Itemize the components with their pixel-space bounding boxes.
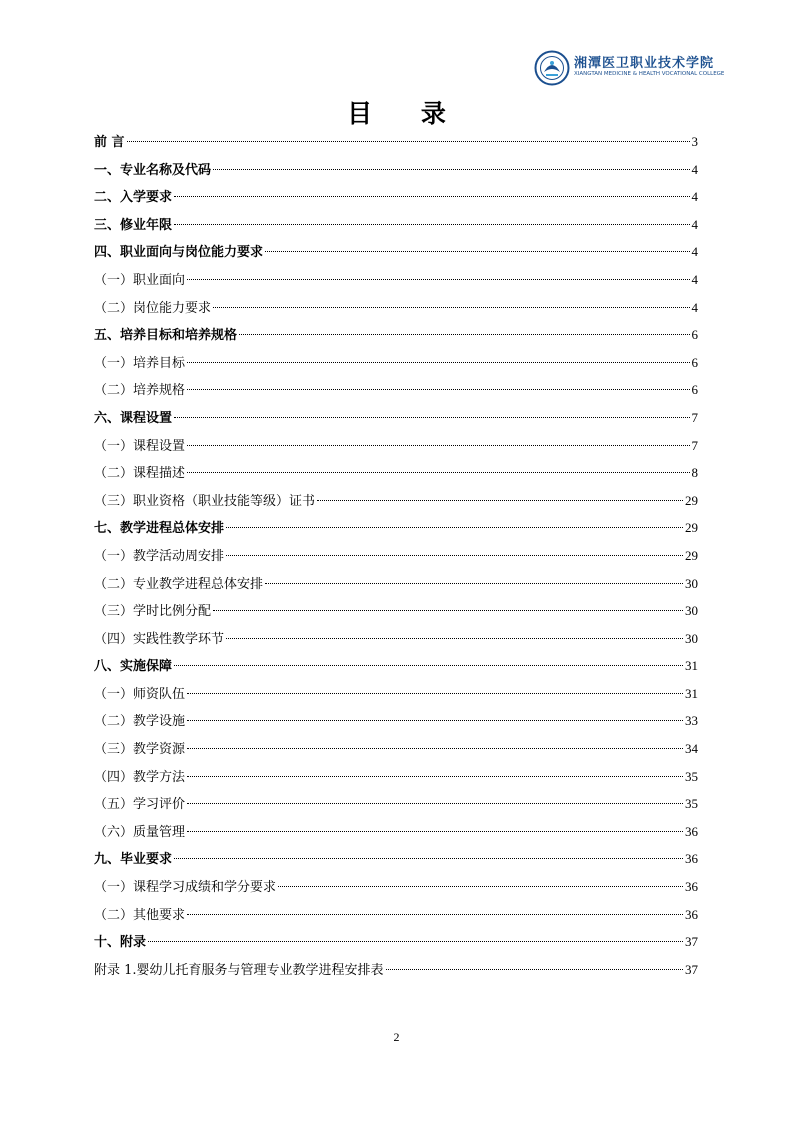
toc-entry[interactable] xyxy=(94,211,698,239)
toc-leader-dots xyxy=(187,279,689,280)
toc-entry-label: （四）教学方法 xyxy=(94,769,186,785)
toc-leader-dots xyxy=(174,858,683,859)
toc-entry[interactable] xyxy=(94,404,698,432)
toc-entry[interactable] xyxy=(94,625,698,653)
toc-leader-dots xyxy=(187,720,683,721)
toc-entry-page: 4 xyxy=(691,271,698,287)
toc-entry[interactable] xyxy=(94,928,698,956)
toc-entry-label: 十、附录 xyxy=(94,935,147,951)
toc-leader-dots xyxy=(187,803,683,804)
toc-entry-page: 4 xyxy=(691,216,698,232)
college-name-en: XIANGTAN MEDICINE & HEALTH VOCATIONAL COLLEGE xyxy=(574,71,725,77)
toc-leader-dots xyxy=(265,583,683,584)
toc-entry-label: 一、专业名称及代码 xyxy=(94,162,212,178)
toc-entry-page: 31 xyxy=(685,685,698,701)
toc-leader-dots xyxy=(187,831,683,832)
toc-entry-label: （一）职业面向 xyxy=(94,272,186,288)
toc-entry-page: 6 xyxy=(691,327,698,343)
toc-entry-label: 六、课程设置 xyxy=(94,410,173,426)
toc-entry-page: 31 xyxy=(685,658,698,674)
toc-entry-page: 8 xyxy=(691,465,698,481)
toc-entry-page: 37 xyxy=(685,961,698,977)
toc-leader-dots xyxy=(226,638,683,639)
toc-entry[interactable] xyxy=(94,266,698,294)
toc-entry-label: （一）课程学习成绩和学分要求 xyxy=(94,880,277,896)
toc-entry-label: （一）培养目标 xyxy=(94,355,186,371)
toc-entry-page: 36 xyxy=(685,823,698,839)
toc-entry-label: （六）质量管理 xyxy=(94,824,186,840)
toc-leader-dots xyxy=(187,914,683,915)
toc-entry-page: 4 xyxy=(691,299,698,315)
toc-entry[interactable] xyxy=(94,238,698,266)
toc-leader-dots xyxy=(317,500,683,501)
toc-leader-dots xyxy=(187,693,683,694)
toc-entry-page: 30 xyxy=(685,575,698,591)
toc-entry[interactable] xyxy=(94,183,698,211)
toc-entry[interactable] xyxy=(94,652,698,680)
college-emblem-icon xyxy=(534,50,570,86)
toc-entry-page: 30 xyxy=(685,603,698,619)
toc-entry[interactable] xyxy=(94,901,698,929)
toc-entry[interactable] xyxy=(94,321,698,349)
toc-entry-page: 29 xyxy=(685,547,698,563)
toc-entry-label: （一）教学活动周安排 xyxy=(94,548,225,564)
toc-entry-page: 30 xyxy=(685,630,698,646)
toc-leader-dots xyxy=(127,141,690,142)
toc-entry-label: （四）实践性教学环节 xyxy=(94,631,225,647)
toc-entry-page: 36 xyxy=(685,879,698,895)
college-name-cn: 湘潭医卫职业技术学院 xyxy=(574,56,715,71)
toc-entry-page: 29 xyxy=(685,520,698,536)
toc-entry-page: 4 xyxy=(691,244,698,260)
toc-leader-dots xyxy=(174,196,689,197)
toc-entry-label: （二）岗位能力要求 xyxy=(94,300,212,316)
toc-entry-page: 7 xyxy=(691,437,698,453)
toc-entry-label: （一）师资队伍 xyxy=(94,686,186,702)
toc-entry[interactable] xyxy=(94,432,698,460)
toc-entry[interactable] xyxy=(94,680,698,708)
toc-entry[interactable] xyxy=(94,873,698,901)
toc-leader-dots xyxy=(265,251,689,252)
table-of-contents xyxy=(94,128,698,983)
toc-entry-page: 29 xyxy=(685,492,698,508)
toc-leader-dots xyxy=(213,610,683,611)
toc-entry[interactable] xyxy=(94,707,698,735)
toc-entry[interactable] xyxy=(94,763,698,791)
toc-entry-label: （三）教学资源 xyxy=(94,742,186,758)
toc-leader-dots xyxy=(187,445,689,446)
toc-entry-label: 八、实施保障 xyxy=(94,659,173,675)
toc-leader-dots xyxy=(187,748,683,749)
toc-entry[interactable] xyxy=(94,735,698,763)
toc-entry[interactable] xyxy=(94,294,698,322)
toc-leader-dots xyxy=(213,169,689,170)
toc-entry-page: 36 xyxy=(685,851,698,867)
toc-entry[interactable] xyxy=(94,128,698,156)
toc-leader-dots xyxy=(239,334,689,335)
toc-entry-page: 6 xyxy=(691,382,698,398)
toc-entry-page: 4 xyxy=(691,189,698,205)
toc-entry-page: 3 xyxy=(691,134,698,149)
toc-entry[interactable] xyxy=(94,845,698,873)
toc-entry[interactable] xyxy=(94,514,698,542)
toc-leader-dots xyxy=(174,224,689,225)
page-title: 目 录 xyxy=(347,99,466,128)
toc-leader-dots xyxy=(226,527,683,528)
toc-entry-label: 附录 1.婴幼儿托育服务与管理专业教学进程安排表 xyxy=(94,962,384,978)
page-number: 2 xyxy=(393,1030,400,1044)
toc-entry-label: 三、修业年限 xyxy=(94,217,173,233)
toc-entry[interactable] xyxy=(94,459,698,487)
toc-entry[interactable] xyxy=(94,818,698,846)
toc-entry[interactable] xyxy=(94,790,698,818)
toc-entry-label: 五、培养目标和培养规格 xyxy=(94,328,238,344)
toc-entry-label: 四、职业面向与岗位能力要求 xyxy=(94,245,264,261)
toc-leader-dots xyxy=(187,389,689,390)
toc-entry-label: （二）培养规格 xyxy=(94,383,186,399)
toc-entry-page: 7 xyxy=(691,409,698,425)
toc-entry-page: 35 xyxy=(685,768,698,784)
toc-entry-page: 37 xyxy=(685,934,698,950)
toc-entry-label: （二）课程描述 xyxy=(94,466,186,482)
toc-entry[interactable] xyxy=(94,597,698,625)
toc-leader-dots xyxy=(187,362,689,363)
toc-entry-label: 前 言 xyxy=(94,135,125,150)
toc-leader-dots xyxy=(226,555,683,556)
toc-leader-dots xyxy=(148,941,683,942)
toc-leader-dots xyxy=(386,969,683,970)
toc-entry-label: 二、入学要求 xyxy=(94,190,173,206)
toc-entry-page: 4 xyxy=(691,161,698,177)
toc-entry-label: 九、毕业要求 xyxy=(94,852,173,868)
toc-entry-label: （二）专业教学进程总体安排 xyxy=(94,576,264,592)
toc-entry-page: 36 xyxy=(685,906,698,922)
toc-entry-label: （一）课程设置 xyxy=(94,438,186,454)
toc-leader-dots xyxy=(187,776,683,777)
toc-entry[interactable] xyxy=(94,349,698,377)
toc-leader-dots xyxy=(213,307,689,308)
toc-leader-dots xyxy=(174,665,683,666)
toc-entry[interactable] xyxy=(94,956,698,984)
toc-entry-page: 33 xyxy=(685,713,698,729)
toc-entry[interactable] xyxy=(94,542,698,570)
toc-entry-label: 七、教学进程总体安排 xyxy=(94,521,225,537)
toc-entry-page: 34 xyxy=(685,741,698,757)
toc-entry[interactable] xyxy=(94,156,698,184)
toc-leader-dots xyxy=(187,472,689,473)
college-logo xyxy=(534,48,725,88)
toc-entry[interactable] xyxy=(94,376,698,404)
toc-entry-label: （五）学习评价 xyxy=(94,797,186,813)
toc-entry[interactable] xyxy=(94,487,698,515)
toc-entry-page: 35 xyxy=(685,796,698,812)
toc-leader-dots xyxy=(278,886,683,887)
toc-entry-label: （二）教学设施 xyxy=(94,714,186,730)
toc-entry-label: （二）其他要求 xyxy=(94,907,186,923)
toc-entry-label: （三）学时比例分配 xyxy=(94,604,212,620)
toc-leader-dots xyxy=(174,417,689,418)
toc-entry-label: （三）职业资格（职业技能等级）证书 xyxy=(94,493,316,509)
toc-entry-page: 6 xyxy=(691,354,698,370)
toc-entry[interactable] xyxy=(94,570,698,598)
